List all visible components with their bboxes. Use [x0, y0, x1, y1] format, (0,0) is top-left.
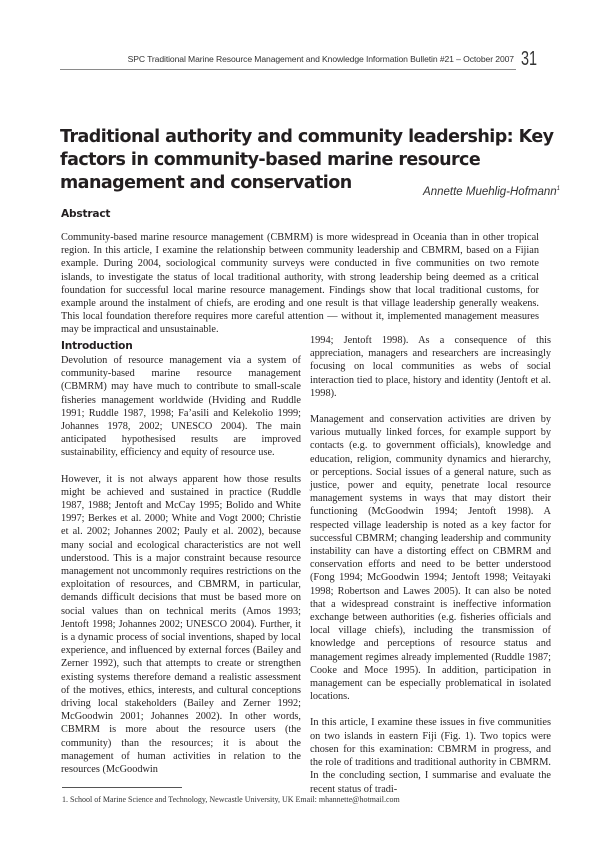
abstract-heading: Abstract — [61, 208, 111, 220]
right-column — [310, 334, 551, 809]
author-name: Annette Muehlig-Hofmann — [423, 186, 557, 198]
paragraph: 1994; Jentoft 1998). As a consequence of this appreciation, managers and researchers are increasingly focusing on local communities as webs of social interaction tied to place, history and identity (Jentoft et al. 1998). — [310, 335, 551, 399]
running-head-text: SPC Traditional Marine Resource Management and Knowledge Information Bulletin #21 – October 2007 — [127, 54, 514, 64]
footnote-divider — [62, 787, 182, 788]
author-footnote-mark: 1 — [556, 186, 560, 193]
article-title: Traditional authority and community leadership: Key factors in community-based marine resource management and conservation — [60, 127, 554, 193]
left-column — [61, 354, 301, 789]
paragraph: Management and conservation activities are driven by various mutually linked forces, for example support by contacts (e.g. to government officials), knowledge and education, religion, community dynamics and hierarchy, or perceptions. Social issues of a general nature, such as justice, power and equity, penetrate local resource management systems in ways that may distort their functioning (McGoodwin 1994; Jentoft 1998). A respected village leadership is noted as a key factor for successful CBMRM; changing leadership and community instability can have a distorting effect on CBMRM and conservation efforts and need to be better understood (Fong 1994; McGoodwin 1994; Jentoft 1998; Veitayaki 1998; Robertson and Lawes 2005). It can also be noted that a widespread constraint is ineffective information exchange between authorities (e.g. fisheries officials and local village chiefs), including the transmission of knowledge and perceptions of resource status and management regimes already implemented (Ruddle 1987; Cooke and Moce 1995). In addition, participation in management can be especially problematical in isolated locations. — [310, 414, 551, 703]
introduction-heading: Introduction — [61, 340, 133, 352]
author-byline — [423, 186, 560, 198]
page-number: 31 — [521, 48, 538, 70]
running-head — [60, 52, 516, 70]
paragraph: In this article, I examine these issues in five communities on two islands in eastern Fiji (Fig. 1). Two topics were chosen for this examination: CBMRM in progress, and the role of traditions and traditional authority in CBMRM. In the concluding section, I summarise and evaluate the recent status of tradi- — [310, 717, 551, 795]
paragraph: Devolution of resource management via a system of community-based marine resource management (CBMRM) may have much to contribute to small-scale fisheries management worldwide (Hviding and Ruddle 1991; Ruddle 1987, 1998; Fa’asili and Kelekolio 1999; Johannes 1978, 2002; UNESCO 2004). The main anticipated hypothesised results are improved sustainability, efficiency and equity of resource use. — [61, 355, 301, 459]
abstract-body: Community-based marine resource management (CBMRM) is more widespread in Oceania than in other tropical region. In this article, I examine the relationship between community leadership and CBMRM, based on a Fijian example. During 2004, sociological community surveys were conducted in five communities on two remote islands, to investigate the status of local traditional authority, with strong leadership being deemed as a critical foundation for successful local marine resource management. Findings show that local traditional customs, for example around the instalment of chiefs, are eroding and one result is that village leadership generally weakens. This local foundation therefore requires more careful attention — without it, implemented management measures may be impractical and unsustainable. — [61, 232, 539, 336]
paragraph: However, it is not always apparent how those results might be achieved and sustained in practice (Ruddle 1987, 1988; Jentoft and McCay 1995; Bolido and White 1997; Berkes et al. 2000; White and Vogt 2000; Christie et al. 2002; Johannes 2002; Pauly et al. 2002), because many social and ecological characteristics are not well understood. This is a major constraint because resource management not uncommonly requires restrictions on the exploitation of resources, and CBMRM, in particular, demands difficult decisions that must be based more on social values than on technical merits (Amos 1993; Jentoft 1998; Johannes 2002; UNESCO 2004). Further, it is a dynamic process of social inventions, shaped by local experience, and influenced by external forces (Bailey and Zerner 1992), such that attempts to create or strengthen existing systems therefore demand a realistic assessment of the motives, ethics, interests, and cultural conceptions driving local stakeholders (Bailey and Zerner 1992; McGoodwin 2001; Johannes 2002). In other words, CBMRM is more about the resource users (the community) than the resources; it is about the management of human activities in relation to the resources (McGoodwin — [61, 473, 301, 776]
footnote: 1. School of Marine Science and Technology, Newcastle University, UK Email: mhannette@hotmail.com — [62, 795, 400, 804]
